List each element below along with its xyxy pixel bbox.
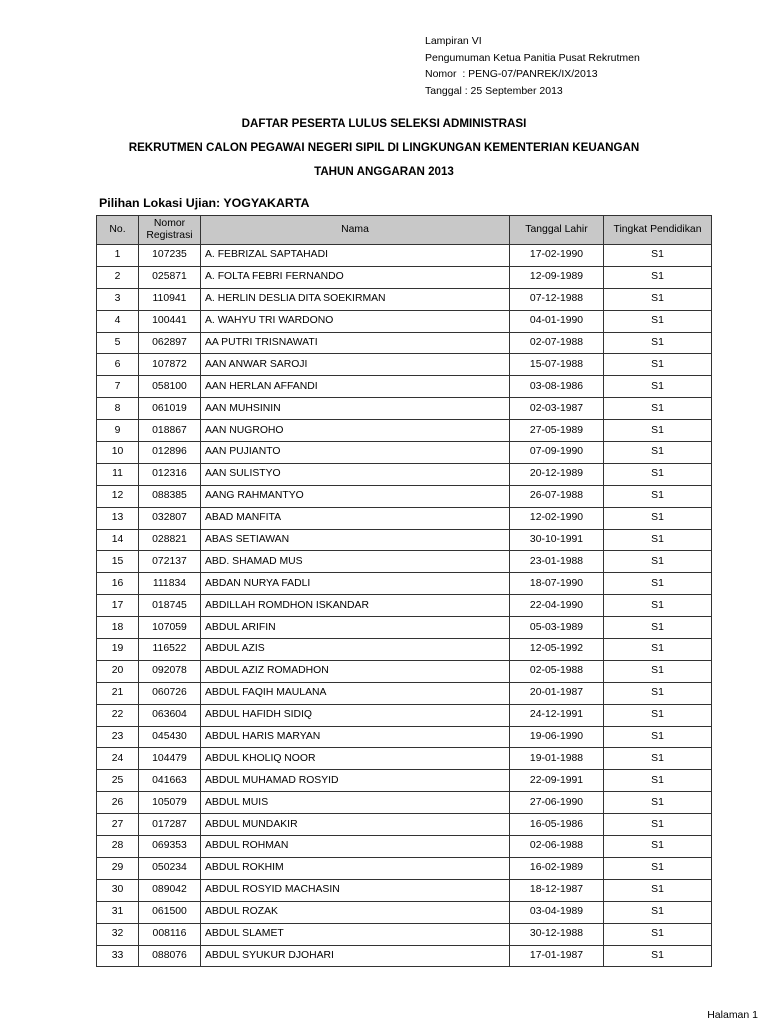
- participant-name: AAN HERLAN AFFANDI: [201, 376, 510, 398]
- birth-date: 03-08-1986: [510, 376, 604, 398]
- birth-date: 05-03-1989: [510, 617, 604, 639]
- education-level: S1: [604, 836, 712, 858]
- table-row: [97, 485, 712, 507]
- participant-name: A. FOLTA FEBRI FERNANDO: [201, 266, 510, 288]
- birth-date: 22-09-1991: [510, 770, 604, 792]
- row-number: 23: [97, 726, 139, 748]
- row-number: 28: [97, 836, 139, 858]
- education-level: S1: [604, 682, 712, 704]
- participant-name: ABDUL ARIFIN: [201, 617, 510, 639]
- row-number: 22: [97, 704, 139, 726]
- row-number: 2: [97, 266, 139, 288]
- table-row: [97, 595, 712, 617]
- birth-date: 02-06-1988: [510, 836, 604, 858]
- table-row: [97, 266, 712, 288]
- row-number: 4: [97, 310, 139, 332]
- participant-name: ABDUL KHOLIQ NOOR: [201, 748, 510, 770]
- birth-date: 12-09-1989: [510, 266, 604, 288]
- birth-date: 02-03-1987: [510, 398, 604, 420]
- birth-date: 16-05-1986: [510, 814, 604, 836]
- participant-name: ABDUL MUHAMAD ROSYID: [201, 770, 510, 792]
- registration-number: 104479: [139, 748, 201, 770]
- participant-name: AAN SULISTYO: [201, 463, 510, 485]
- registration-number: 008116: [139, 923, 201, 945]
- row-number: 9: [97, 420, 139, 442]
- table-row: [97, 726, 712, 748]
- registration-number: 061500: [139, 901, 201, 923]
- row-number: 32: [97, 923, 139, 945]
- table-row: [97, 573, 712, 595]
- table-row: [97, 617, 712, 639]
- participant-name: AAN NUGROHO: [201, 420, 510, 442]
- table-row: [97, 463, 712, 485]
- registration-number: 069353: [139, 836, 201, 858]
- education-level: S1: [604, 857, 712, 879]
- birth-date: 18-07-1990: [510, 573, 604, 595]
- participant-name: ABAD MANFITA: [201, 507, 510, 529]
- table-row: [97, 857, 712, 879]
- registration-number: 012316: [139, 463, 201, 485]
- education-level: S1: [604, 332, 712, 354]
- education-level: S1: [604, 288, 712, 310]
- title-year: TAHUN ANGGARAN 2013: [314, 165, 454, 178]
- participant-name: A. HERLIN DESLIA DITA SOEKIRMAN: [201, 288, 510, 310]
- row-number: 10: [97, 442, 139, 464]
- participant-name: ABDUL SLAMET: [201, 923, 510, 945]
- table-row: [97, 288, 712, 310]
- birth-date: 02-05-1988: [510, 660, 604, 682]
- header-number: Nomor : PENG-07/PANREK/IX/2013: [425, 68, 598, 81]
- row-number: 17: [97, 595, 139, 617]
- birth-date: 19-06-1990: [510, 726, 604, 748]
- birth-date: 12-05-1992: [510, 639, 604, 661]
- row-number: 8: [97, 398, 139, 420]
- registration-number: 012896: [139, 442, 201, 464]
- participant-name: AAN PUJIANTO: [201, 442, 510, 464]
- table-row: [97, 310, 712, 332]
- row-number: 6: [97, 354, 139, 376]
- registration-number: 072137: [139, 551, 201, 573]
- education-level: S1: [604, 376, 712, 398]
- registration-number: 105079: [139, 792, 201, 814]
- table-row: [97, 507, 712, 529]
- header-birthdate: Tanggal Lahir: [510, 216, 604, 245]
- table-header-row: [97, 216, 712, 245]
- row-number: 20: [97, 660, 139, 682]
- participant-name: ABDUL ROHMAN: [201, 836, 510, 858]
- table-row: [97, 879, 712, 901]
- birth-date: 26-07-1988: [510, 485, 604, 507]
- education-level: S1: [604, 485, 712, 507]
- row-number: 19: [97, 639, 139, 661]
- registration-number: 060726: [139, 682, 201, 704]
- registration-number: 025871: [139, 266, 201, 288]
- registration-number: 045430: [139, 726, 201, 748]
- participant-name: A. WAHYU TRI WARDONO: [201, 310, 510, 332]
- participant-name: ABDILLAH ROMDHON ISKANDAR: [201, 595, 510, 617]
- table-row: [97, 901, 712, 923]
- registration-number: 100441: [139, 310, 201, 332]
- education-level: S1: [604, 442, 712, 464]
- table-row: [97, 639, 712, 661]
- table-row: [97, 245, 712, 267]
- birth-date: 03-04-1989: [510, 901, 604, 923]
- education-level: S1: [604, 704, 712, 726]
- header-registration: Nomor Registrasi: [139, 216, 201, 245]
- education-level: S1: [604, 923, 712, 945]
- education-level: S1: [604, 595, 712, 617]
- birth-date: 30-12-1988: [510, 923, 604, 945]
- participant-name: ABDUL ROKHIM: [201, 857, 510, 879]
- participant-name: ABDUL AZIS: [201, 639, 510, 661]
- education-level: S1: [604, 639, 712, 661]
- row-number: 11: [97, 463, 139, 485]
- registration-number: 058100: [139, 376, 201, 398]
- row-number: 25: [97, 770, 139, 792]
- row-number: 21: [97, 682, 139, 704]
- education-level: S1: [604, 792, 712, 814]
- registration-number: 107872: [139, 354, 201, 376]
- table-body: [97, 245, 712, 967]
- table-row: [97, 354, 712, 376]
- registration-number: 107235: [139, 245, 201, 267]
- table-row: [97, 770, 712, 792]
- education-level: S1: [604, 814, 712, 836]
- birth-date: 19-01-1988: [510, 748, 604, 770]
- birth-date: 27-06-1990: [510, 792, 604, 814]
- birth-date: 17-02-1990: [510, 245, 604, 267]
- registration-number: 061019: [139, 398, 201, 420]
- participant-name: ABDAN NURYA FADLI: [201, 573, 510, 595]
- education-level: S1: [604, 617, 712, 639]
- registration-number: 032807: [139, 507, 201, 529]
- row-number: 15: [97, 551, 139, 573]
- registration-number: 116522: [139, 639, 201, 661]
- participant-name: ABDUL HARIS MARYAN: [201, 726, 510, 748]
- participant-name: AAN MUHSININ: [201, 398, 510, 420]
- row-number: 18: [97, 617, 139, 639]
- birth-date: 12-02-1990: [510, 507, 604, 529]
- birth-date: 04-01-1990: [510, 310, 604, 332]
- table-row: [97, 442, 712, 464]
- registration-number: 092078: [139, 660, 201, 682]
- birth-date: 20-12-1989: [510, 463, 604, 485]
- registration-number: 017287: [139, 814, 201, 836]
- document-titles: [0, 112, 768, 184]
- education-level: S1: [604, 420, 712, 442]
- row-number: 29: [97, 857, 139, 879]
- row-number: 30: [97, 879, 139, 901]
- birth-date: 27-05-1989: [510, 420, 604, 442]
- education-level: S1: [604, 945, 712, 967]
- row-number: 24: [97, 748, 139, 770]
- exam-location: Pilihan Lokasi Ujian: YOGYAKARTA: [99, 196, 310, 210]
- table-row: [97, 529, 712, 551]
- table-row: [97, 682, 712, 704]
- education-level: S1: [604, 748, 712, 770]
- registration-number: 089042: [139, 879, 201, 901]
- header-announcement: Pengumuman Ketua Panitia Pusat Rekrutmen: [425, 51, 640, 64]
- row-number: 33: [97, 945, 139, 967]
- table-row: [97, 332, 712, 354]
- row-number: 12: [97, 485, 139, 507]
- participant-name: ABDUL HAFIDH SIDIQ: [201, 704, 510, 726]
- education-level: S1: [604, 879, 712, 901]
- education-level: S1: [604, 507, 712, 529]
- table-row: [97, 704, 712, 726]
- table-row: [97, 376, 712, 398]
- participant-name: ABDUL MUNDAKIR: [201, 814, 510, 836]
- education-level: S1: [604, 726, 712, 748]
- education-level: S1: [604, 573, 712, 595]
- education-level: S1: [604, 245, 712, 267]
- participant-name: AAN ANWAR SAROJI: [201, 354, 510, 376]
- title-recruitment: REKRUTMEN CALON PEGAWAI NEGERI SIPIL DI LINGKUNGAN KEMENTERIAN KEUANGAN: [128, 141, 640, 154]
- document-header: [425, 33, 640, 99]
- birth-date: 22-04-1990: [510, 595, 604, 617]
- birth-date: 15-07-1988: [510, 354, 604, 376]
- row-number: 13: [97, 507, 139, 529]
- birth-date: 24-12-1991: [510, 704, 604, 726]
- participant-name: A. FEBRIZAL SAPTAHADI: [201, 245, 510, 267]
- header-no: No.: [97, 216, 139, 245]
- table-row: [97, 945, 712, 967]
- header-education: Tingkat Pendidikan: [604, 216, 712, 245]
- table-row: [97, 792, 712, 814]
- row-number: 1: [97, 245, 139, 267]
- registration-number: 088385: [139, 485, 201, 507]
- education-level: S1: [604, 770, 712, 792]
- birth-date: 07-12-1988: [510, 288, 604, 310]
- row-number: 26: [97, 792, 139, 814]
- education-level: S1: [604, 529, 712, 551]
- registration-number: 028821: [139, 529, 201, 551]
- education-level: S1: [604, 310, 712, 332]
- participant-name: ABAS SETIAWAN: [201, 529, 510, 551]
- participant-name: ABDUL ROSYID MACHASIN: [201, 879, 510, 901]
- participant-name: ABDUL ROZAK: [201, 901, 510, 923]
- education-level: S1: [604, 354, 712, 376]
- registration-number: 018745: [139, 595, 201, 617]
- education-level: S1: [604, 398, 712, 420]
- participant-table: [96, 215, 712, 967]
- birth-date: 23-01-1988: [510, 551, 604, 573]
- birth-date: 30-10-1991: [510, 529, 604, 551]
- row-number: 31: [97, 901, 139, 923]
- table-row: [97, 923, 712, 945]
- participant-name: AA PUTRI TRISNAWATI: [201, 332, 510, 354]
- page-number: Halaman 1: [707, 1009, 758, 1021]
- registration-number: 050234: [139, 857, 201, 879]
- registration-number: 018867: [139, 420, 201, 442]
- table-row: [97, 660, 712, 682]
- registration-number: 107059: [139, 617, 201, 639]
- row-number: 7: [97, 376, 139, 398]
- participant-name: ABD. SHAMAD MUS: [201, 551, 510, 573]
- participant-name: ABDUL MUIS: [201, 792, 510, 814]
- education-level: S1: [604, 901, 712, 923]
- header-name: Nama: [201, 216, 510, 245]
- registration-number: 110941: [139, 288, 201, 310]
- row-number: 27: [97, 814, 139, 836]
- registration-number: 111834: [139, 573, 201, 595]
- registration-number: 063604: [139, 704, 201, 726]
- birth-date: 18-12-1987: [510, 879, 604, 901]
- participant-name: ABDUL AZIZ ROMADHON: [201, 660, 510, 682]
- participant-name: ABDUL SYUKUR DJOHARI: [201, 945, 510, 967]
- header-attachment: Lampiran VI: [425, 35, 482, 47]
- table-row: [97, 748, 712, 770]
- birth-date: 17-01-1987: [510, 945, 604, 967]
- row-number: 5: [97, 332, 139, 354]
- birth-date: 07-09-1990: [510, 442, 604, 464]
- birth-date: 02-07-1988: [510, 332, 604, 354]
- row-number: 16: [97, 573, 139, 595]
- participant-name: AANG RAHMANTYO: [201, 485, 510, 507]
- row-number: 3: [97, 288, 139, 310]
- education-level: S1: [604, 266, 712, 288]
- table-row: [97, 551, 712, 573]
- education-level: S1: [604, 551, 712, 573]
- education-level: S1: [604, 660, 712, 682]
- participant-name: ABDUL FAQIH MAULANA: [201, 682, 510, 704]
- registration-number: 041663: [139, 770, 201, 792]
- birth-date: 20-01-1987: [510, 682, 604, 704]
- registration-number: 062897: [139, 332, 201, 354]
- table-row: [97, 398, 712, 420]
- header-date: Tanggal : 25 September 2013: [425, 84, 563, 97]
- birth-date: 16-02-1989: [510, 857, 604, 879]
- title-list: DAFTAR PESERTA LULUS SELEKSI ADMINISTRASI: [241, 117, 527, 130]
- table-row: [97, 420, 712, 442]
- registration-number: 088076: [139, 945, 201, 967]
- education-level: S1: [604, 463, 712, 485]
- row-number: 14: [97, 529, 139, 551]
- table-row: [97, 836, 712, 858]
- table-row: [97, 814, 712, 836]
